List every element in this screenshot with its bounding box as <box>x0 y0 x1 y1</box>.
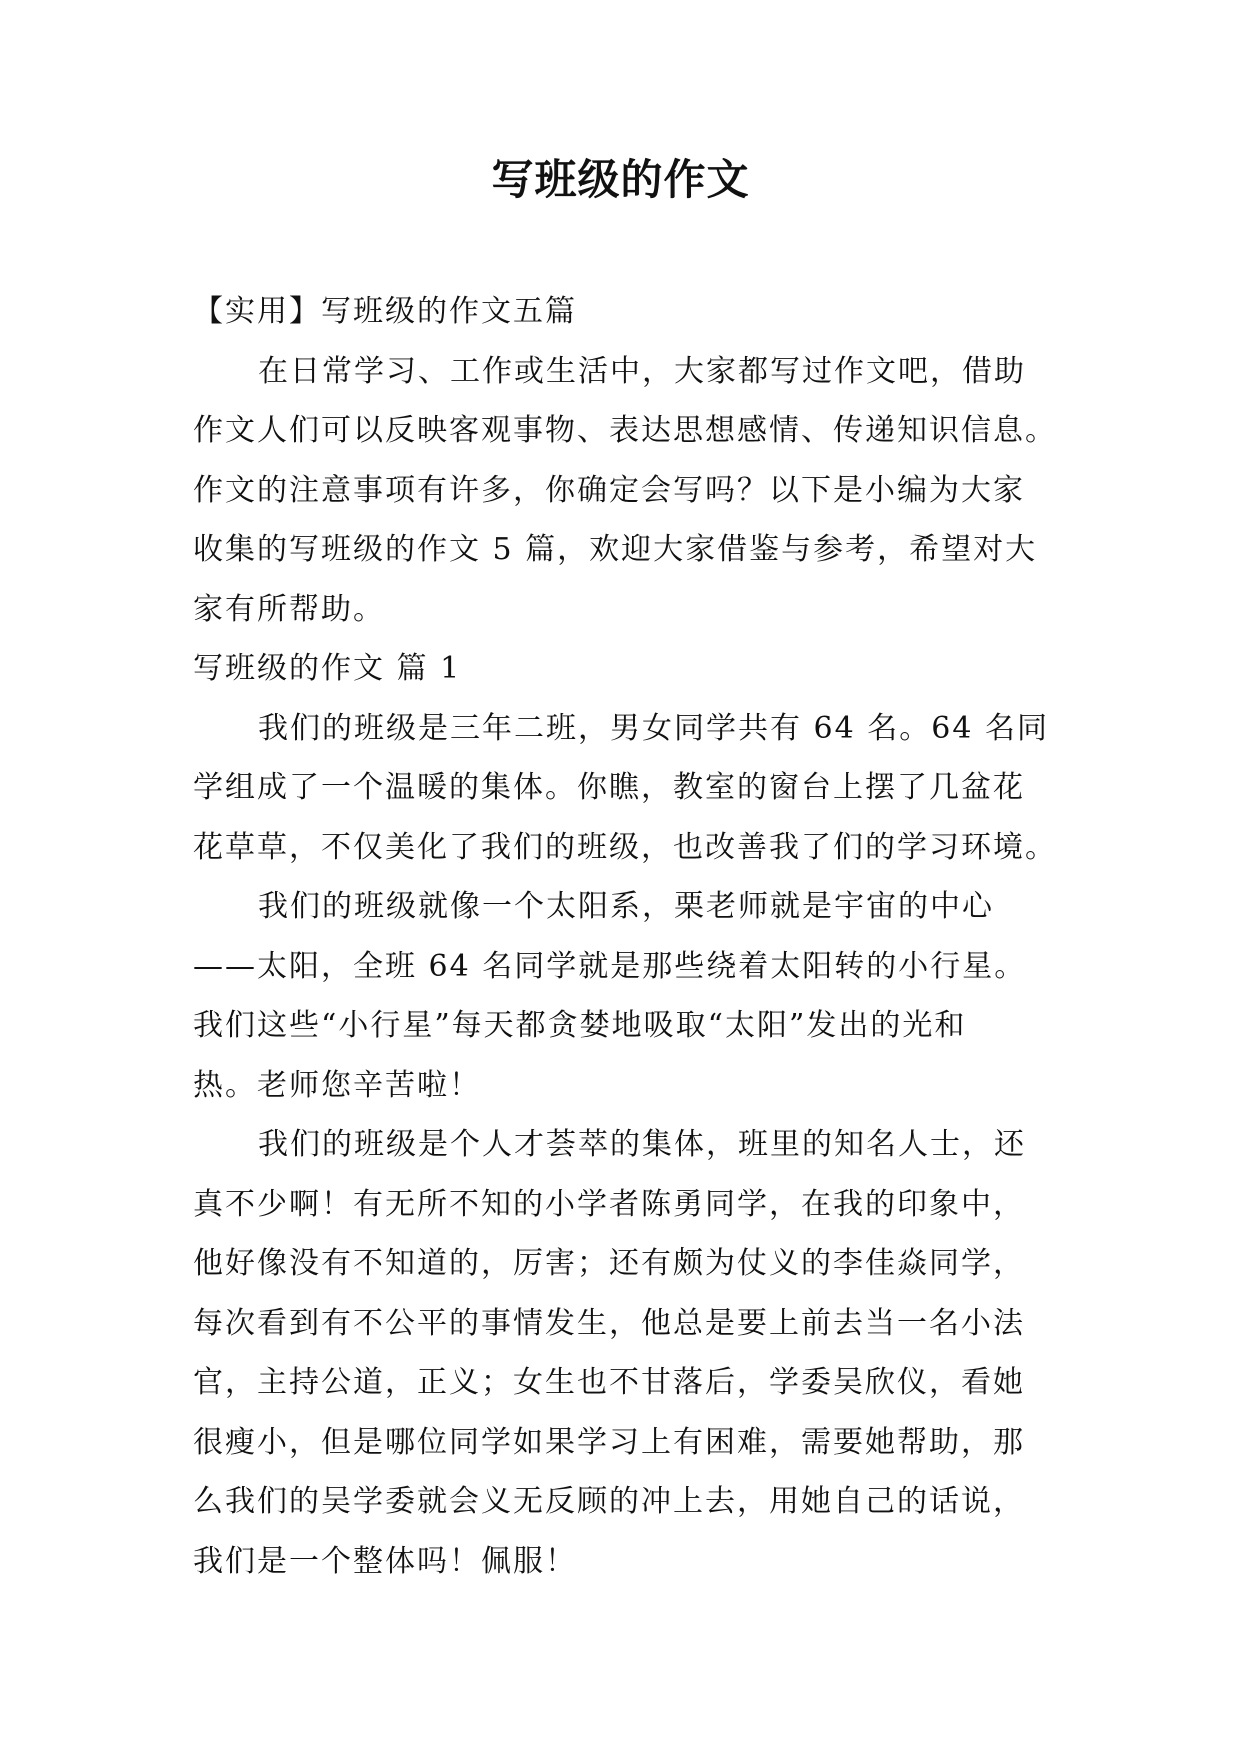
paragraph-line: 官，主持公道，正义；女生也不甘落后，学委吴欣仪，看她 <box>193 1365 1025 1400</box>
paragraph-line: 每次看到有不公平的事情发生，他总是要上前去当一名小法 <box>193 1305 1025 1341</box>
paragraph-line: 他好像没有不知道的，厉害；还有颇为仗义的李佳焱同学， <box>193 1246 1025 1281</box>
intro-line: 家有所帮助。 <box>193 591 385 627</box>
paragraph-line: 我们的班级是个人才荟萃的集体，班里的知名人士，还 <box>258 1127 1026 1162</box>
intro-line: 作文的注意事项有许多，你确定会写吗？以下是小编为大家 <box>193 472 1025 508</box>
paragraph-line: 么我们的吴学委就会义无反顾的冲上去，用她自己的话说， <box>193 1484 1025 1519</box>
subtitle-line: 【实用】写班级的作文五篇 <box>193 294 577 329</box>
paragraph-line: 我们这些“小行星”每天都贪婪地吸取“太阳”发出的光和 <box>193 1008 967 1043</box>
intro-line: 收集的写班级的作文 5 篇，欢迎大家借鉴与参考，希望对大 <box>193 532 1038 567</box>
document-title: 写班级的作文 <box>491 155 750 204</box>
paragraph-line: 很瘦小，但是哪位同学如果学习上有困难，需要她帮助，那 <box>193 1424 1025 1460</box>
paragraph-line: 我们的班级是三年二班，男女同学共有 64 名。64 名同 <box>258 710 1049 746</box>
paragraph-line: 我们是一个整体吗！佩服！ <box>193 1543 577 1579</box>
paragraph-line: 我们的班级就像一个太阳系，栗老师就是宇宙的中心 <box>258 889 994 924</box>
paragraph-line: 学组成了一个温暖的集体。你瞧，教室的窗台上摆了几盆花 <box>193 770 1025 805</box>
paragraph-line: 花草草，不仅美化了我们的班级，也改善我了们的学习环境。 <box>193 829 1057 865</box>
paragraph-line: 真不少啊！有无所不知的小学者陈勇同学，在我的印象中， <box>193 1186 1025 1222</box>
document-body <box>193 282 1057 1591</box>
paragraph-line: ——太阳，全班 64 名同学就是那些绕着太阳转的小行星。 <box>193 948 1027 984</box>
intro-line: 作文人们可以反映客观事物、表达思想感情、传递知识信息。 <box>193 413 1057 448</box>
intro-line: 在日常学习、工作或生活中，大家都写过作文吧，借助 <box>258 353 1026 389</box>
paragraph-line: 热。老师您辛苦啦！ <box>193 1067 481 1103</box>
section-heading: 写班级的作文 篇 1 <box>193 651 462 686</box>
